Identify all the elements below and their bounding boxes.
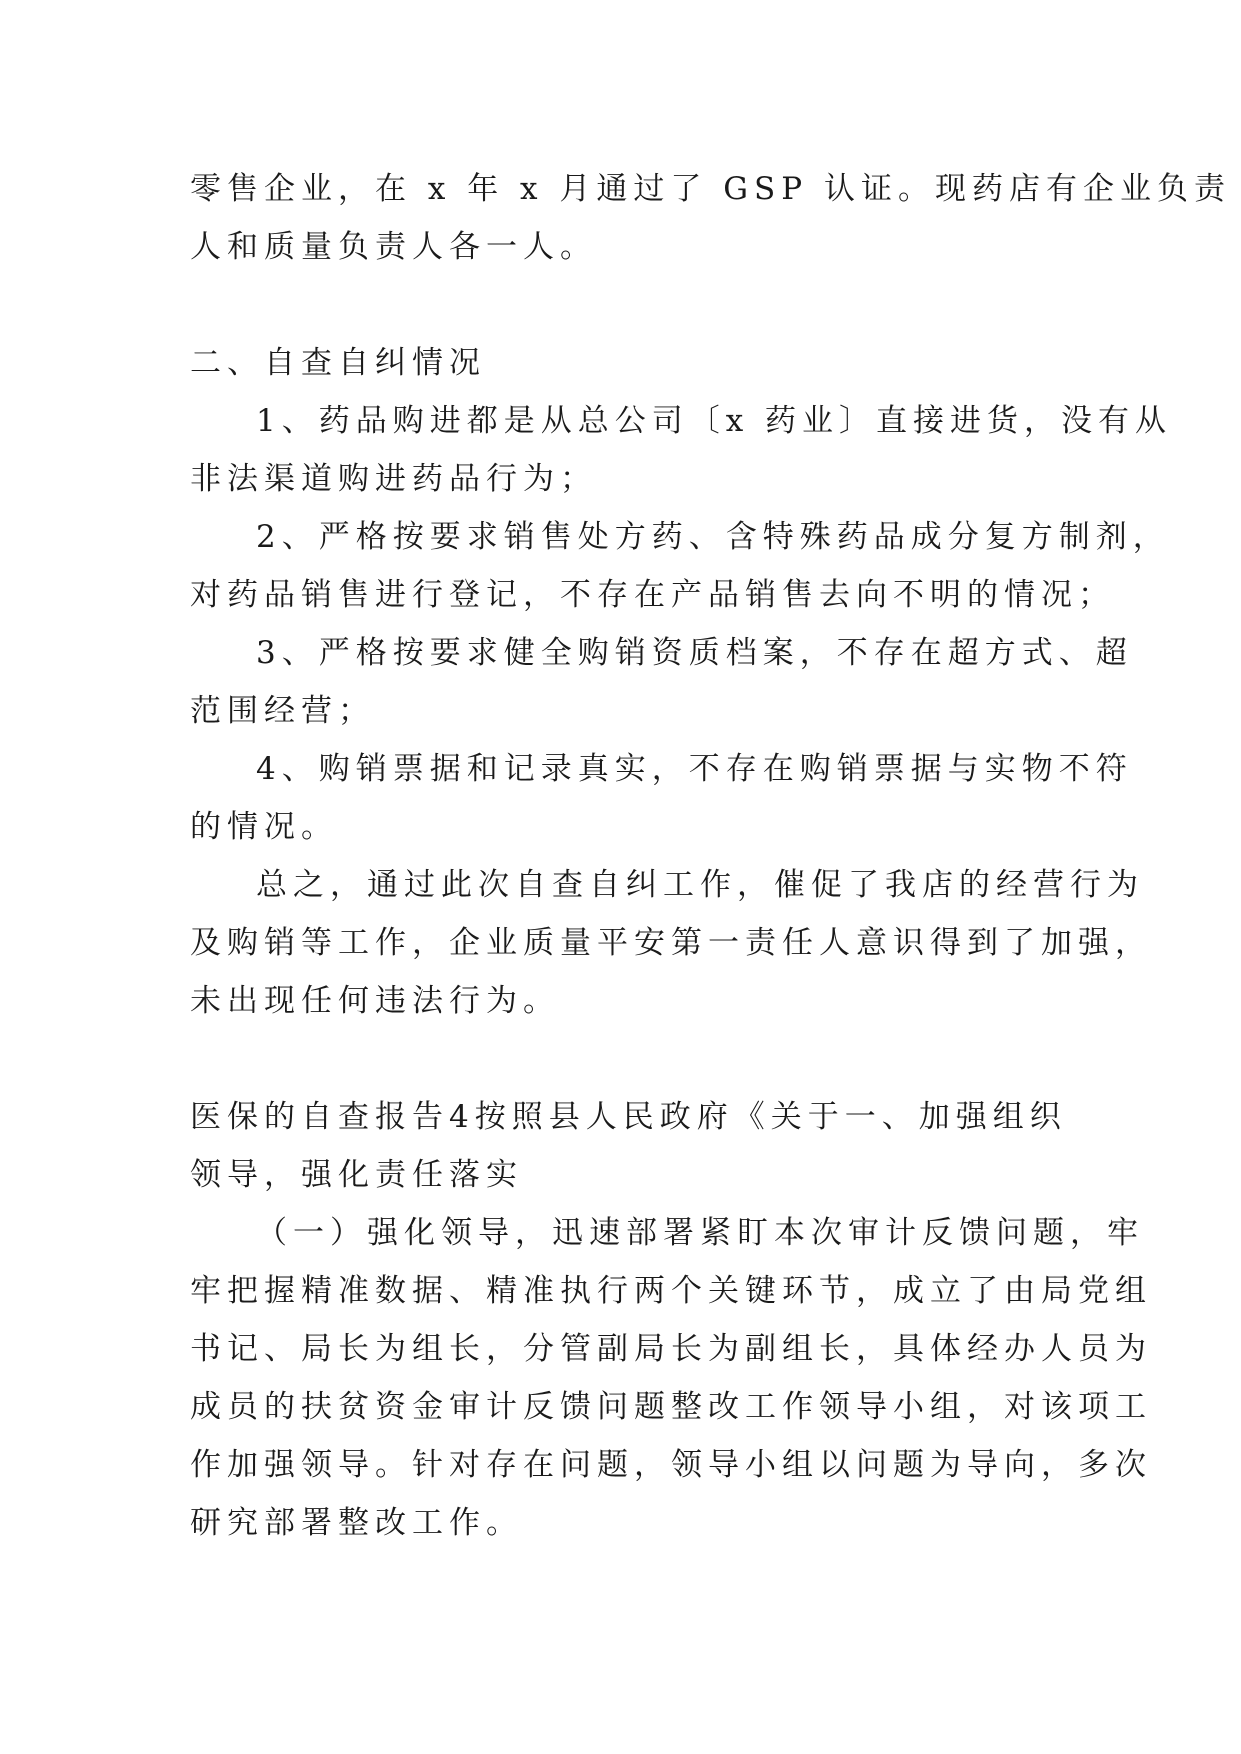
summary-cont-1: 及购销等工作，企业质量平安第一责任人意识得到了加强， (190, 925, 1152, 961)
report-heading-right: 按照县人民政府《关于一、加强组织 (474, 1099, 1067, 1135)
section-heading: 二、自查自纠情况 (190, 345, 486, 381)
summary-cont-2: 未出现任何违法行为。 (190, 983, 560, 1019)
paragraph-gap (190, 276, 1050, 334)
list-item-4-first: 4、购销票据和记录真实，不存在购销票据与实物不符 (256, 751, 1133, 787)
report-title: 医保的自查报告4 (190, 1099, 475, 1135)
list-item-1-cont: 非法渠道购进药品行为； (190, 461, 597, 497)
paragraph-gap (190, 1030, 1050, 1088)
report-heading-cont: 领导，强化责任落实 (190, 1157, 523, 1193)
report-para-line-6: 研究部署整改工作。 (190, 1505, 523, 1541)
report-para-line-4: 成员的扶贫资金审计反馈问题整改工作领导小组，对该项工 (190, 1389, 1152, 1425)
report-para-first: （一）强化领导，迅速部署紧盯本次审计反馈问题，牢 (256, 1215, 1144, 1251)
list-item-2-cont: 对药品销售进行登记，不存在产品销售去向不明的情况； (190, 577, 1115, 613)
summary-first: 总之，通过此次自查自纠工作，催促了我店的经营行为 (256, 867, 1144, 903)
intro-line-2: 人和质量负责人各一人。 (190, 229, 597, 265)
report-para-line-5: 作加强领导。针对存在问题，领导小组以问题为导向，多次 (190, 1447, 1152, 1483)
document-body (190, 160, 1231, 1552)
report-para-line-2: 牢把握精准数据、精准执行两个关键环节，成立了由局党组 (190, 1273, 1152, 1309)
intro-line-1: 零售企业，在 x 年 x 月通过了 GSP 认证。现药店有企业负责 (190, 171, 1231, 207)
list-item-3-first: 3、严格按要求健全购销资质档案，不存在超方式、超 (256, 635, 1133, 671)
list-item-2-first: 2、严格按要求销售处方药、含特殊药品成分复方制剂， (256, 519, 1170, 555)
list-item-3-cont: 范围经营； (190, 693, 375, 729)
report-para-line-3: 书记、局长为组长，分管副局长为副组长，具体经办人员为 (190, 1331, 1152, 1367)
list-item-4-cont: 的情况。 (190, 809, 338, 845)
report-heading-row (190, 1088, 1067, 1146)
list-item-1-first: 1、药品购进都是从总公司〔x 药业〕直接进货，没有从 (256, 403, 1173, 439)
